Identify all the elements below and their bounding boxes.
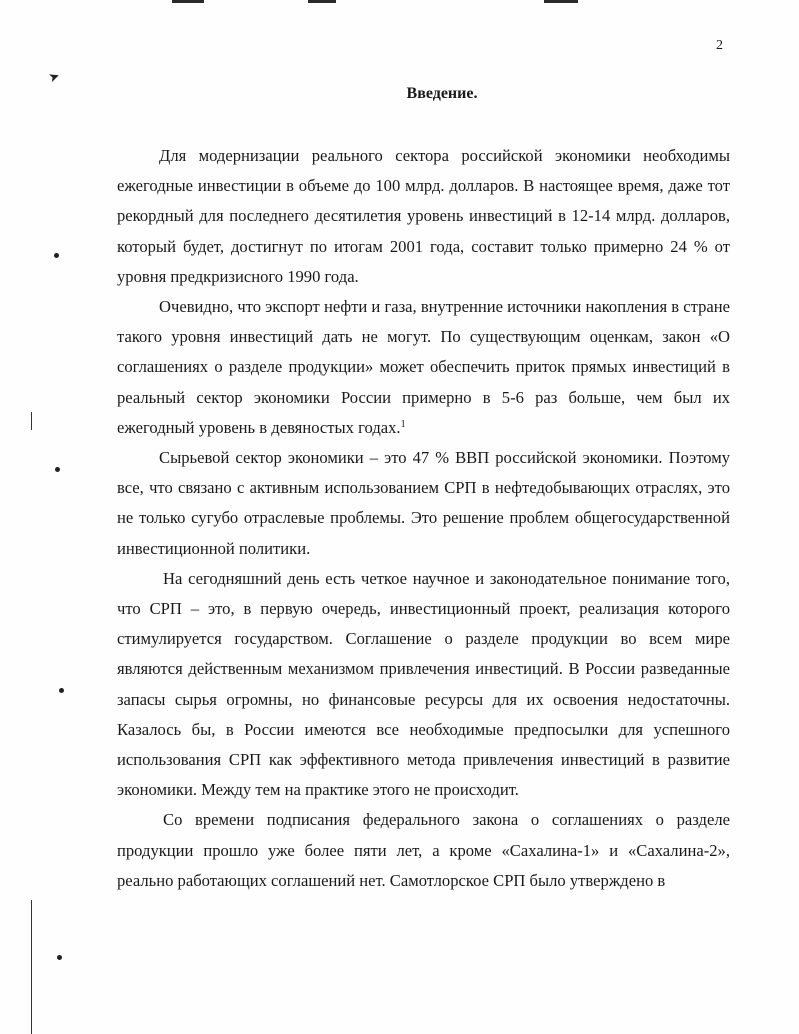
scan-artifact-dot-2 [55,467,60,472]
scan-artifact-top-1 [172,0,204,3]
page-title: Введение. [406,85,478,102]
scan-artifact-top-2 [308,0,336,3]
scan-artifact-dot-3 [59,688,64,693]
scan-artifact-tick-icon: ➤ [46,68,63,87]
scan-artifact-dot-4 [57,955,62,960]
scan-artifact-left-rule-2 [31,900,32,1034]
paragraph-4: На сегодняшний день есть четкое научное и законодательное понимание того, что СРП – это, в первую очередь, инвестиционный проект, реализация которого стимулируется государством. Соглашение о разделе продукции во всем мире являются действенным механизмом привлечения инвестиций. В России разведанные запасы сырья огромны, но финансовые ресурсы для их освоения недостаточны. Казалось бы, в России имеются все необходимые предпосылки для успешного использования СРП как эффективного метода привлечения инвестиций в развитие экономики. Между тем на практике этого не происходит. [117,568,730,800]
paragraph-3: Сырьевой сектор экономики – это 47 % ВВП российской экономики. Поэтому все, что связано с активным использованием СРП в нефтедобывающих отраслях, это не только сугубо отраслевые проблемы. Это решение проблем общегосударственной инвестиционной политики. [117,448,730,558]
page-number: 2 [716,38,723,53]
paragraph-5: Со времени подписания федерального закона о соглашениях о разделе продукции прошло уже более пяти лет, а кроме «Сахалина-1» и «Сахалина-2», реально работающих соглашений нет. Самотлорское СРП было утверждено в [117,810,730,890]
scan-artifact-dot-1 [54,253,59,258]
paragraph-2 [117,292,730,443]
document-body [117,141,730,896]
paragraph-1: Для модернизации реального сектора российской экономики необходимы ежегодные инвестиции в объеме до 100 млрд. долларов. В настоящее время, даже тот рекордный для последнего десятилетия уровень инвестиций в 12-14 млрд. долларов, который будет, достигнут по итогам 2001 года, составит только примерно 24 % от уровня предкризисного 1990 года. [117,146,730,286]
footnote-mark[interactable]: 1 [400,418,406,430]
scan-artifact-top-3 [544,0,578,3]
scan-artifact-left-rule-1 [31,412,32,430]
paragraph-2-text: Очевидно, что экспорт нефти и газа, внутренние источники накопления в стране такого уровня инвестиций дать не могут. По существующим оценкам, закон «О соглашениях о разделе продукции» может обеспечить приток прямых инвестиций в реальный сектор экономики России примерно в 5-6 раз больше, чем был их ежегодный уровень в девяностых годах. [117,297,731,437]
